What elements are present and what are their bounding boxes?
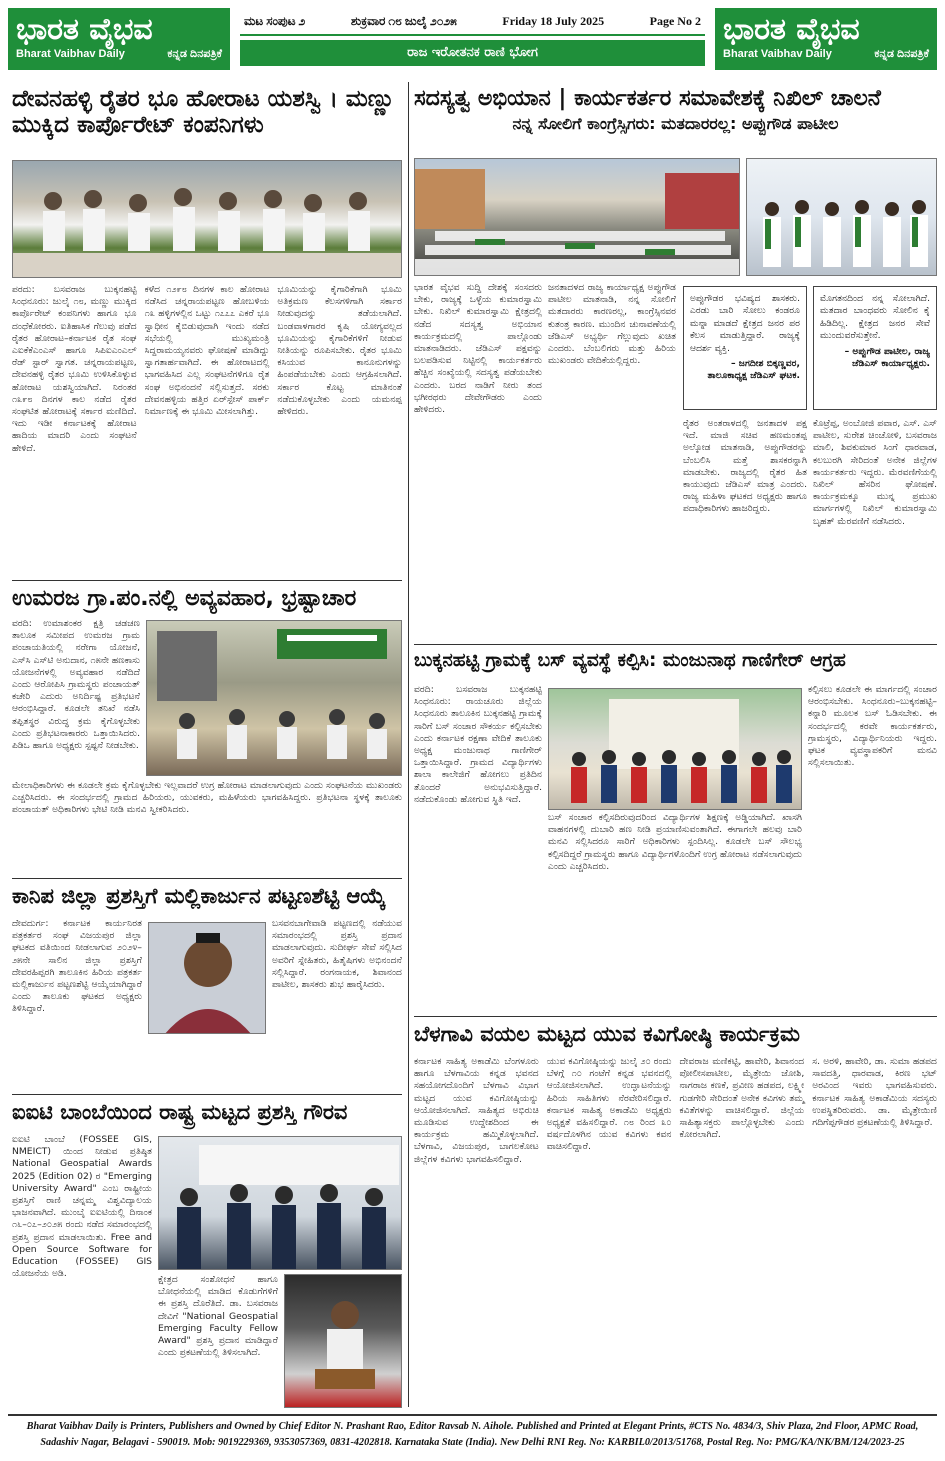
award-ceremony-image <box>159 1137 402 1270</box>
column-divider <box>408 82 409 1407</box>
quote-signature: – ಜಗದೀಶ ಬಿಕ್ಕಣ್ಣವರ, ತಾಲೂಕಾಧ್ಯಕ್ಷ ಜೆಡಿಎಸ್ ಘಟಕ. <box>707 358 800 382</box>
article-jds-membership <box>414 86 937 134</box>
article-umaraja-body-1 <box>12 618 140 773</box>
people-silhouettes-image <box>13 161 402 278</box>
footer-line-2: Sadashiv Nagar, Belagavi - 590019. Mob: 9019229369, 9353057369, 0831-4202818. Karnataka State (India). New Delhi RNI Reg. No: KARBIL0/2013/51768, Postal Reg. No: PMG/KA/NK/BM/124/2023-25 <box>40 1437 905 1448</box>
quote-signature: – ಅಪ್ಪುಗೌಡ ಪಾಟೀಲ, ರಾಜ್ಯ ಜೆಡಿಎಸ್ ಕಾರ್ಯಾಧ್ಯಕ್ಷರು. <box>844 345 930 370</box>
body-col: ಕಳೆದ ೧೨೯೮ ದಿನಗಳ ಕಾಲ ಹೋರಾಟ ನಡೆಸಿದ ಚನ್ನರಾಯಪಟ್ಟಣ ಹೋಬಳಿಯ ೧೩ ಹಳ್ಳಿಗಳಲ್ಲಿನ ಒಟ್ಟು ೧೭೭೭ ಎಕರೆ ಭೂ ಸ್ವಾಧೀನ ಕೈಬಿಡುವುದಾಗಿ ಇಂದು ನಡೆದ ಸಭೆಯಲ್ಲಿ ಮುಖ್ಯಮಂತ್ರಿ ಸಿದ್ದರಾಮಯ್ಯನವರು ಘೋಷಣೆ ಮಾಡಿದ್ದು ಸ್ವಾಗತಾರ್ಹವಾಗಿದೆ. ಈ ಹೋರಾಟದಲ್ಲಿ ಭಾಗವಹಿಸಿದ ಎಲ್ಲ ಸಂಘಟನೆಗಳಿಗೂ ರೈತ ಸಂಘ ಅಭಿನಂದನೆ ಸಲ್ಲಿಸುತ್ತದೆ. ಸರಕು ದೇವನಹಳ್ಳಿಯ ಹತ್ತಿರ ಏರ್‌ಸ್ಪೇಸ್ ಪಾರ್ಕ್ ನಿರ್ಮಾಣಕ್ಕೆ ಈ ಭೂಮಿ ಮೀಸಲಾಗಿತ್ತು. <box>144 284 270 418</box>
speaker-image <box>285 1275 402 1408</box>
article-poets-body <box>414 1056 937 1408</box>
photo-students <box>548 688 802 810</box>
date-en: Friday 18 July 2025 <box>502 13 605 28</box>
article-bus-service <box>414 650 937 671</box>
article-devanahalli-body <box>12 284 402 574</box>
body-col: ಸ. ಅರಳಿ, ಹಾವೇರಿ, ಡಾ. ಸುಮಾ ಹಡಪದ ಸಾವದತ್ತಿ, ಧಾರವಾಡ, ಕಿರಣ ಭಟ್ ಅರವಿಂದ ಇವರು ಭಾಗವಹಿಸುವರು. ಕರ್ನಾಟಕ ಸಾಹಿತ್ಯ ಅಕಾಡೆಮಿಯ ಸದಸ್ಯರು ಉಪಸ್ಥಿತರಿರುವರು. ಡಾ. ಮೈತ್ರೇಯಿಣಿ ಗದಿಗೆಪ್ಪಗೌಡರ ಪ್ರಕಟಣೆಯಲ್ಲಿ ತಿಳಿಸಿದ್ದಾರೆ. <box>812 1056 937 1129</box>
masthead-subtitle-en-right: Bharat Vaibhav Daily <box>723 48 832 60</box>
body-col: ವರದಿ: ಬಸವರಾಜ ಬುಕ್ಕನಹಟ್ಟಿ ಸಿಂಧನೂರು: ರಾಯಚೂರು ಜಿಲ್ಲೆಯ ಸಿಂಧನೂರು ತಾಲೂಕಿನ ಬುಕ್ಕನಹಟ್ಟಿ ಗ್ರಾಮಕ್ಕೆ ಸಾರಿಗೆ ಬಸ್ ಸಂಚಾರ ಸೌಕರ್ಯ ಕಲ್ಪಿಸಬೇಕು ಎಂದು ಕರ್ನಾಟಕ ರಕ್ಷಣಾ ವೇದಿಕೆ ತಾಲೂಕು ಅಧ್ಯಕ್ಷ ಮಂಜುನಾಥ ಗಾಣಿಗೇರ್ ಒತ್ತಾಯಿಸಿದ್ದಾರೆ. ಗ್ರಾಮದ ವಿದ್ಯಾರ್ಥಿಗಳು ಶಾಲಾ ಕಾಲೇಜಿಗೆ ಹೋಗಲು ಪ್ರತಿದಿನ ತೊಂದರೆ ಅನುಭವಿಸುತ್ತಿದ್ದಾರೆ. ನಡೆದುಕೊಂಡು ಹೋಗುವ ಸ್ಥಿತಿ ಇದೆ. <box>414 684 542 805</box>
headline: ದೇವನಹಳ್ಳಿ ರೈತರ ಭೂ ಹೋರಾಟ ಯಶಸ್ವಿ । ಮಣ್ಣು ಮುಕ್ಕಿದ ಕಾರ್ಪೊರೇಟ್ ಕಂಪನಿಗಳು <box>12 86 395 139</box>
headline: ಕಾನಿಪ ಜಿಲ್ಲಾ ಪ್ರಶಸ್ತಿಗೆ ಮಲ್ಲಿಕಾರ್ಜುನ ಪಟ್ಟಣಶೆಟ್ಟಿ ಆಯ್ಕೆ <box>12 884 386 908</box>
masthead-subtitle-kn-right: ಕನ್ನಡ ದಿನಪತ್ರಿಕೆ <box>874 48 929 60</box>
article-jds-body-1 <box>414 282 542 638</box>
photo-rally <box>414 158 740 276</box>
article-separator <box>414 1016 937 1017</box>
masthead-subtitle-en: Bharat Vaibhav Daily <box>16 48 125 60</box>
body-col: ರೈತರ ಅಂತರಾಳದಲ್ಲಿ ಜನತಾದಳ ಪಕ್ಷ ಇದೆ. ಮಾಜಿ ಸಚಿವ ಹಣಮಂತಪ್ಪ ಅಲ್ಕೋಡ ಮಾತನಾಡಿ, ಅಪ್ಪುಗೌಡರನ್ನು ಬೆಂಬಲಿಸಿ ಮತ್ತೆ ಶಾಸಕರನ್ನಾಗಿ ಮಾಡಬೇಕು. ರಾಜ್ಯದಲ್ಲಿ ರೈತರ ಹಿತ ಕಾಯುವುದು ಜೆಡಿಎಸ್ ಮಾತ್ರ ಎಂದರು. ರಾಜ್ಯ ಮಹಿಳಾ ಘಟಕದ ಅಧ್ಯಕ್ಷರು ಹಾಗೂ ಪದಾಧಿಕಾರಿಗಳು ಹಾಜರಿದ್ದರು. <box>683 418 807 515</box>
article-iit-award <box>12 1100 402 1124</box>
quote-text: ಮೊಗತನದಿಂದ ನನ್ನ ಸೋಲಾಗಿದೆ. ಮತದಾರ ಬಾಂಧವರು ಸೋಲಿನ ಕೈ ಹಿಡಿದಿಲ್ಲ. ಕ್ಷೇತ್ರದ ಜನರ ಸೇವೆ ಮುಂದುವರೆಸುತ್ತೇನೆ. <box>820 293 930 342</box>
body-col: ಭಾರತ ವೈಭವ ಸುದ್ದಿ ದೇಶಕ್ಕೆ ಸಂಸದರು ಬೇಕು, ರಾಜ್ಯಕ್ಕೆ ಒಳ್ಳೆಯ ಕುಮಾರಸ್ವಾಮಿ ಬೇಕು. ನಿಖಿಲ್ ಕುಮಾರಸ್ವಾಮಿ ಕ್ಷೇತ್ರದಲ್ಲಿ ನಡೆದ ಸದಸ್ಯತ್ವ ಅಭಿಯಾನ ಕಾರ್ಯಕ್ರಮದಲ್ಲಿ ಪಾಲ್ಗೊಂಡು ಮಾತನಾಡಿದರು. ಜೆಡಿಎಸ್ ಪಕ್ಷವನ್ನು ಬಲಪಡಿಸುವ ನಿಟ್ಟಿನಲ್ಲಿ ಕಾರ್ಯಕರ್ತರು ಹೆಚ್ಚಿನ ಸಂಖ್ಯೆಯಲ್ಲಿ ಸದಸ್ಯತ್ವ ಪಡೆಯಬೇಕು ಎಂದರು. ಬರದ ನಾಡಿಗೆ ನೀರು ತಂದ ಭಗೀರಥರು ದೇವೇಗೌಡರು ಎಂದು ಹೇಳಿದರು. <box>414 282 542 416</box>
article-umaraja <box>12 586 402 611</box>
portrait-image <box>149 923 266 1034</box>
article-separator <box>12 580 402 581</box>
footer-line-1: Bharat Vaibhav Daily is Printers, Publishers and Owned by Chief Editor N. Prashant Rao, Editor Ravsab N. Aihole. Published and Printed at Elegant Prints, #CTS No. 4834/3, Shiv Plaza, 2nd Floor, APMC Road, <box>26 1421 919 1432</box>
footer-imprint <box>8 1414 937 1454</box>
page-number: Page No 2 <box>649 13 701 28</box>
article-separator <box>12 1094 402 1095</box>
article-iit-body-1 <box>12 1134 152 1408</box>
article-jds-body-3 <box>683 418 807 638</box>
body-col: ಮೇಲಾಧಿಕಾರಿಗಳು ಈ ಕೂಡಲೇ ಕ್ರಮ ಕೈಗೊಳ್ಳಬೇಕು ಇಲ್ಲವಾದರೆ ಉಗ್ರ ಹೋರಾಟ ಮಾಡಲಾಗುವುದು ಎಂದು ಸಂಘಟನೆಯ ಮುಖಂಡರು ಎಚ್ಚರಿಸಿದರು. ಈ ಸಂದರ್ಭದಲ್ಲಿ ಗ್ರಾಮದ ಹಿರಿಯರು, ಯುವಕರು, ಮಹಿಳೆಯರು ಭಾಗವಹಿಸಿದ್ದರು. ಪ್ರತಿಭಟನಾ ಸ್ಥಳಕ್ಕೆ ತಾಲೂಕು ಪಂಚಾಯತ್ ಅಧಿಕಾರಿಗಳು ಭೇಟಿ ನೀಡಿ ಮನವಿ ಸ್ವೀಕರಿಸಿದರು. <box>12 780 402 816</box>
photo-stage <box>746 158 937 276</box>
photo-award-ceremony <box>158 1136 402 1270</box>
masthead-center <box>240 8 705 70</box>
logo-right <box>715 8 937 70</box>
body-col: ಭೂಮಿಯನ್ನು ಕೈಗಾರಿಕೆಗಾಗಿ ಭೂಮಿ ಅತಿಕ್ರಮಣ ಕೆಲಸಗಳಿಗಾಗಿ ಸರ್ಕಾರ ನೀಡುವುದನ್ನು ತಡೆಯಲಾಗಿದೆ. ಬಂಡವಾಳಗಾರರ ಕೃಷಿ ಯೋಗ್ಯವಲ್ಲದ ಭೂಮಿಯನ್ನು ಕೈಗಾರಿಕೆಗಳಿಗೆ ನೀಡುವ ನೀತಿಯನ್ನು ರೂಪಿಸಬೇಕು. ರೈತರ ಭೂಮಿ ಕಸಿಯುವ ಕಾನೂನುಗಳನ್ನು ಹಿಂಪಡೆಯಬೇಕು ಎಂದು ಆಗ್ರಹಿಸಲಾಗಿದೆ. ಸರ್ಕಾರ ಕೊಟ್ಟ ಮಾತಿನಂತೆ ನಡೆದುಕೊಳ್ಳಬೇಕು ಎಂದು ಯಮನಪ್ಪ ಹೇಳಿದರು. <box>277 284 402 418</box>
article-kanipa-award <box>12 884 402 908</box>
students-image <box>549 689 802 810</box>
quote-box-1 <box>683 286 807 410</box>
body-col: ಜನತಾದಳದ ರಾಜ್ಯ ಕಾರ್ಯಾಧ್ಯಕ್ಷ ಅಪ್ಪುಗೌಡ ಪಾಟೀಲ ಮಾತನಾಡಿ, ನನ್ನ ಸೋಲಿಗೆ ಮತದಾರರು ಕಾರಣರಲ್ಲ, ಕಾಂಗ್ರೆಸ್ಸಿನವರ ಕುತಂತ್ರ ಕಾರಣ. ಮುಂದಿನ ಚುನಾವಣೆಯಲ್ಲಿ ಜೆಡಿಎಸ್ ಅಭ್ಯರ್ಥಿ ಗೆಲ್ಲುವುದು ಖಚಿತ ಎಂದರು. ಬೆಂಬಲಿಗರು ಮತ್ತು ಹಿರಿಯ ಮುಖಂಡರು ವೇದಿಕೆಯಲ್ಲಿದ್ದರು. <box>548 282 676 367</box>
body-col: ಐಐಟಿ ಬಾಂಬೆ (FOSSEE GIS, NMEICT) ಯಿಂದ ನೀಡುವ ಪ್ರತಿಷ್ಠಿತ National Geospatial Awards 2025 (Edition 02) ರ "Emerging University Award" ಎಂಬ ರಾಷ್ಟ್ರೀಯ ಪ್ರಶಸ್ತಿಗೆ ರಾಣಿ ಚನ್ನಮ್ಮ ವಿಶ್ವವಿದ್ಯಾಲಯ ಭಾಜನವಾಗಿದೆ. ಮುಂಬೈ ಐಐಟಿಯಲ್ಲಿ ದಿನಾಂಕ ೧೬–೦೭–೨೦೨೫ ರಂದು ನಡೆದ ಸಮಾರಂಭದಲ್ಲಿ ಪ್ರಶಸ್ತಿ ಪ್ರದಾನ ಮಾಡಲಾಯಿತು. Free and Open Source Software for Education (FOSSEE) GIS ಯೋಜನೆಯ ಅಡಿ. <box>12 1134 152 1280</box>
article-umaraja-body-2 <box>12 780 402 872</box>
headline: ಐಐಟಿ ಬಾಂಬೆಯಿಂದ ರಾಷ್ಟ್ರ ಮಟ್ಟದ ಪ್ರಶಸ್ತಿ ಗೌರವ <box>12 1100 348 1124</box>
masthead-subtitle-kn: ಕನ್ನಡ ದಿನಪತ್ರಿಕೆ <box>167 48 222 60</box>
masthead <box>8 8 937 70</box>
article-iit-body-2 <box>158 1274 278 1408</box>
masthead-title: ಭಾರತ ವೈಭವ <box>16 12 153 47</box>
body-col: ಯುವ ಕವಿಗೋಷ್ಠಿಯನ್ನು ಜುಲೈ ೨೦ ರಂದು ಬೆಳಗ್ಗೆ ೧೦ ಗಂಟೆಗೆ ಕನ್ನಡ ಭವನದಲ್ಲಿ ಆಯೋಜಿಸಲಾಗಿದೆ. ಉದ್ಘಾಟನೆಯನ್ನು ಹಿರಿಯ ಸಾಹಿತಿಗಳು ನೆರವೇರಿಸಲಿದ್ದಾರೆ. ಕರ್ನಾಟಕ ಸಾಹಿತ್ಯ ಅಕಾಡೆಮಿ ಅಧ್ಯಕ್ಷರು ಅಧ್ಯಕ್ಷತೆ ವಹಿಸಲಿದ್ದಾರೆ. ೧೮ ರಿಂದ ೩೦ ವರ್ಷದೊಳಗಿನ ಯುವ ಕವಿಗಳು ಕವನ ವಾಚಿಸಲಿದ್ದಾರೆ. <box>546 1056 672 1153</box>
body-col: ಕರ್ನಾಟಕ ಸಾಹಿತ್ಯ ಅಕಾಡೆಮಿ ಬೆಂಗಳೂರು ಹಾಗೂ ಬೆಳಗಾವಿಯ ಕನ್ನಡ ಭವನದ ಸಹಯೋಗದೊಂದಿಗೆ ಬೆಳಗಾವಿ ವಿಭಾಗ ಮಟ್ಟದ ಯುವ ಕವಿಗೋಷ್ಠಿಯನ್ನು ಆಯೋಜಿಸಲಾಗಿದೆ. ಸಾಹಿತ್ಯದ ಅಭಿರುಚಿ ಮೂಡಿಸುವ ಉದ್ದೇಶದಿಂದ ಈ ಕಾರ್ಯಕ್ರಮ ಹಮ್ಮಿಕೊಳ್ಳಲಾಗಿದೆ. ಬೆಳಗಾವಿ, ವಿಜಯಪುರ, ಬಾಗಲಕೋಟ ಜಿಲ್ಲೆಗಳ ಕವಿಗಳು ಭಾಗವಹಿಸಲಿದ್ದಾರೆ. <box>414 1056 539 1165</box>
tagline: ರಾಜ ಇರೋತನಕ ರಾಣಿ ಭೋಗ <box>240 40 705 66</box>
photo-portrait <box>148 922 266 1034</box>
protest-image <box>147 621 402 776</box>
quote-box-2 <box>813 286 937 410</box>
article-kanipa-body-2 <box>272 918 402 1086</box>
body-col: ದೇವದುರ್ಗ: ಕರ್ನಾಟಕ ಕಾರ್ಯನಿರತ ಪತ್ರಕರ್ತರ ಸಂಘ ವಿಜಯಪುರ ಜಿಲ್ಲಾ ಘಟಕದ ವತಿಯಿಂದ ನೀಡಲಾಗುವ ೨೦೨೪–೨೫ನೇ ಸಾಲಿನ ಜಿಲ್ಲಾ ಪ್ರಶಸ್ತಿಗೆ ದೇವರಹಿಪ್ಪರಗಿ ತಾಲೂಕಿನ ಹಿರಿಯ ಪತ್ರಕರ್ತ ಮಲ್ಲಿಕಾರ್ಜುನ ಪಟ್ಟಣಶೆಟ್ಟಿ ಆಯ್ಕೆಯಾಗಿದ್ದಾರೆ ಎಂದು ತಾಲೂಕು ಘಟಕದ ಅಧ್ಯಕ್ಷರು ತಿಳಿಸಿದ್ದಾರೆ. <box>12 918 142 1015</box>
stage-image <box>747 159 937 276</box>
article-bus-body-3 <box>808 684 937 1012</box>
body-col: ಬಸವನಬಾಗೇವಾಡಿ ಪಟ್ಟಣದಲ್ಲಿ ನಡೆಯುವ ಸಮಾರಂಭದಲ್ಲಿ ಪ್ರಶಸ್ತಿ ಪ್ರದಾನ ಮಾಡಲಾಗುವುದು. ಸುದೀರ್ಘ ಸೇವೆ ಸಲ್ಲಿಸಿದ ಅವರಿಗೆ ಸ್ನೇಹಿತರು, ಹಿತೈಷಿಗಳು ಅಭಿನಂದನೆ ಸಲ್ಲಿಸಿದ್ದಾರೆ. ರಂಗನಾಯಕ, ಶಿವಾನಂದ ಪಾಟೀಲ, ಶಾಸಕರು ಶುಭ ಹಾರೈಸಿದರು. <box>272 918 402 991</box>
article-devanahalli <box>12 86 402 139</box>
logo-left <box>8 8 230 70</box>
article-separator <box>12 878 402 879</box>
article-separator <box>414 644 937 645</box>
photo-farmers-meeting <box>12 160 402 278</box>
headline: ಸದಸ್ಯತ್ವ ಅಭಿಯಾನ | ಕಾರ್ಯಕರ್ತರ ಸಮಾವೇಶಕ್ಕೆ ನಿಖಿಲ್ ಚಾಲನೆ <box>414 86 881 111</box>
article-bus-body-2 <box>548 812 802 1012</box>
body-col: ಕಲ್ಪಿಸಲು ಕೂಡಲೇ ಈ ಮಾರ್ಗದಲ್ಲಿ ಸಂಚಾರ ಆರಂಭಿಸಬೇಕು. ಸಿಂಧನೂರು–ಬುಕ್ಕನಹಟ್ಟಿ–ಕನ್ನಾರಿ ಮೂಲಕ ಬಸ್ ಓಡಿಸಬೇಕು. ಈ ಸಂದರ್ಭದಲ್ಲಿ ಕರವೇ ಕಾರ್ಯಕರ್ತರು, ಗ್ರಾಮಸ್ಥರು, ವಿದ್ಯಾರ್ಥಿನಿಯರು ಇದ್ದರು. ಘಟಕ ವ್ಯವಸ್ಥಾಪಕರಿಗೆ ಮನವಿ ಸಲ್ಲಿಸಲಾಯಿತು. <box>808 684 937 769</box>
rally-image <box>415 159 740 276</box>
body-col: ವರದಿ: ಉಮಾಶಂಕರ ಕ್ಷತ್ರಿ ಚಡಚಣ ತಾಲೂಕ ಸಮೀಪದ ಉಮರಜ ಗ್ರಾಮ ಪಂಚಾಯತಿಯಲ್ಲಿ ನರೇಗಾ ಯೋಜನೆ, ಎಸ್‌ಸಿ ಎಸ್‌ಟಿ ಅನುದಾನ, ೧೫ನೇ ಹಣಕಾಸು ಯೋಜನೆಗಳಲ್ಲಿ ಅವ್ಯವಹಾರ ನಡೆದಿದೆ ಎಂದು ಆರೋಪಿಸಿ ಗ್ರಾಮಸ್ಥರು ಪಂಚಾಯತ್ ಕಚೇರಿ ಎದುರು ಅನಿರ್ದಿಷ್ಟ ಪ್ರತಿಭಟನೆ ಆರಂಭಿಸಿದ್ದಾರೆ. ಕೂಡಲೇ ತನಿಖೆ ನಡೆಸಿ ತಪ್ಪಿತಸ್ಥರ ವಿರುದ್ಧ ಕ್ರಮ ಕೈಗೊಳ್ಳಬೇಕು ಎಂದು ಪ್ರತಿಭಟನಾಕಾರರು ಒತ್ತಾಯಿಸಿದರು. ಪಿಡಿಒ ಹಾಗೂ ಅಧ್ಯಕ್ಷರು ಸ್ಪಷ್ಟನೆ ನೀಡಬೇಕು. <box>12 618 140 752</box>
masthead-title-right: ಭಾರತ ವೈಭವ <box>723 12 860 47</box>
body-col: ಬಸ್ ಸಂಚಾರ ಕಲ್ಪಿಸದಿರುವುದರಿಂದ ವಿದ್ಯಾರ್ಥಿಗಳ ಶಿಕ್ಷಣಕ್ಕೆ ಅಡ್ಡಿಯಾಗಿದೆ. ಖಾಸಗಿ ವಾಹನಗಳಲ್ಲಿ ದುಬಾರಿ ಹಣ ನೀಡಿ ಪ್ರಯಾಣಿಸುವಂತಾಗಿದೆ. ಈಗಾಗಲೇ ಹಲವು ಬಾರಿ ಮನವಿ ಸಲ್ಲಿಸಿದರೂ ಸಾರಿಗೆ ಅಧಿಕಾರಿಗಳು ಸ್ಪಂದಿಸಿಲ್ಲ. ಕೂಡಲೇ ಬಸ್ ಸೌಲಭ್ಯ ಕಲ್ಪಿಸದಿದ್ದರೆ ಗ್ರಾಮಸ್ಥರು ಹಾಗೂ ವಿದ್ಯಾರ್ಥಿಗಳೊಂದಿಗೆ ಉಗ್ರ ಹೋರಾಟ ನಡೆಸಲಾಗುವುದು ಎಂದು ಎಚ್ಚರಿಸಿದರು. <box>548 812 802 872</box>
headline: ಬುಕ್ಕನಹಟ್ಟಿ ಗ್ರಾಮಕ್ಕೆ ಬಸ್ ವ್ಯವಸ್ಥೆ ಕಲ್ಪಿಸಿ: ಮಂಜುನಾಥ ಗಾಣಿಗೇರ್ ಆಗ್ರಹ <box>414 650 846 671</box>
subheadline: ನನ್ನ ಸೋಲಿಗೆ ಕಾಂಗ್ರೆಸ್ಸಿಗರು: ಮತದಾರರಲ್ಲ: ಅಪ್ಪುಗೌಡ ಪಾಟೀಲ <box>512 114 839 134</box>
article-poets-meet <box>414 1022 937 1046</box>
issue-label: ಮಟ ಸಂಪುಟ ೨ <box>244 13 306 28</box>
body-col: ದೇವರಾಜ ಮಣಿಕಟ್ಟಿ, ಹಾವೇರಿ, ಶಿವಾನಂದ ಪೋಲೀಸಪಾಟೀಲ, ಮೈತ್ರೇಯಿ ಜೋಶಿ, ನಾಗರಾಜ ಕಣಕೆ, ಪ್ರವೀಣ ಹಡಪದ, ಲಕ್ಷ್ಮೀ ಗುಡಗೇರಿ ಸೇರಿದಂತೆ ಅನೇಕ ಕವಿಗಳು ತಮ್ಮ ಕವಿತೆಗಳನ್ನು ವಾಚಿಸಲಿದ್ದಾರೆ. ಜಿಲ್ಲೆಯ ಸಾಹಿತ್ಯಾಸಕ್ತರು ಪಾಲ್ಗೊಳ್ಳಬೇಕು ಎಂದು ಕೋರಲಾಗಿದೆ. <box>679 1056 805 1141</box>
article-bus-body-1 <box>414 684 542 906</box>
article-jds-body-4 <box>813 418 937 638</box>
article-kanipa-body-1 <box>12 918 142 1086</box>
headline: ಉಮರಜ ಗ್ರಾ.ಪಂ.ನಲ್ಲಿ ಅವ್ಯವಹಾರ, ಭ್ರಷ್ಟಾಚಾರ <box>12 586 357 611</box>
article-jds-body-2 <box>548 282 676 638</box>
date-kn: ಶುಕ್ರವಾರ ೧೮ ಜುಲೈ ೨೦೨೫ <box>350 13 457 28</box>
body-col: ಪರದು: ಬಸವರಾಜ ಬುಕ್ಕನಹಟ್ಟಿ ಸಿಂಧನೂರು: ಜುಲೈ ೧೮, ಮಣ್ಣು ಮುಕ್ಕಿದ ಕಾರ್ಪೊರೇಟ್ ಕಂಪನಿಗಳು ಹಾಗೂ ಭೂ ದಂಧೆಕೋರರು. ಐತಿಹಾಸಿಕ ಗೆಲುವು ಪಡೆದ ರೈತರ ಹೋರಾಟ–ಕರ್ನಾಟಕ ರೈತ ಸಂಘ ಎಐಕೆಕೆಎಂಎಸ್ ಹಾಗೂ ಸಿಪಿಐಎಂಎಲ್ ರೆಡ್ ಸ್ಟಾರ್ ಸ್ವಾಗತ. ಚನ್ನರಾಯಪಟ್ಟಣ, ದೇವನಹಳ್ಳಿ ರೈತರ ಭೂಮಿ ಉಳಿಸಿಕೊಳ್ಳುವ ಹೋರಾಟ ಯಶಸ್ವಿಯಾಗಿದೆ. ನಿರಂತರ ೧೩೯೮ ದಿನಗಳ ಕಾಲ ನಡೆದ ರೈತರ ಸಂಘಟಿತ ಹೋರಾಟಕ್ಕೆ ಸರ್ಕಾರ ಮಣಿದಿದೆ. ಇದು ಇಡೀ ಕರ್ನಾಟಕಕ್ಕೆ ಹೋರಾಟ ಹಾದಿಯ ಮಾದರಿ ಎಂದು ಸಂಘಟನೆ ಹೇಳಿದೆ. <box>12 284 137 454</box>
quote-text: ಅಪ್ಪುಗೌಡರ ಭವಿಷ್ಯದ ಶಾಸಕರು. ಎರಡು ಬಾರಿ ಸೋಲು ಕಂಡರೂ ಮನ್ನಾ ಮಾಡದೆ ಕ್ಷೇತ್ರದ ಜನರ ಪರ ಕೆಲಸ ಮಾಡುತ್ತಿದ್ದಾರೆ. ರಾಜ್ಯಕ್ಕೆ ಆದರ್ಶ ವ್ಯಕ್ತಿ. <box>690 293 800 354</box>
body-col: ಕ್ಷೇತ್ರದ ಸಂಶೋಧನೆ ಹಾಗೂ ಬೋಧನೆಯಲ್ಲಿ ಮಾಡಿದ ಕೊಡುಗೆಗಳಿಗೆ ಈ ಪ್ರಶಸ್ತಿ ದೊರೆತಿದೆ. ಡಾ. ಬಸವರಾಜ ದೇವಿಗೆ "National Geospatial Emerging Faculty Fellow Award" ಪ್ರಶಸ್ತಿ ಪ್ರದಾನ ಮಾಡಿದ್ದಾರೆ ಎಂದು ಪ್ರಕಟಣೆಯಲ್ಲಿ ತಿಳಿಸಲಾಗಿದೆ. <box>158 1274 278 1359</box>
photo-protest <box>146 620 402 776</box>
photo-speaker <box>284 1274 402 1408</box>
body-col: ಕೊಟ್ರೆಪ್ಪ, ಅಂಬೋಜಿ ಪವಾರ, ಎಸ್. ಎಸ್ ಪಾಟೀಲ, ಸುರೇಶ ಚಿಂಚೋಳಿ, ಬಸವರಾಜ ಮಾಲಿ, ಶಿವಕುಮಾರ ಸಿಂಗೆ ಧಾರವಾಡ, ಕಲಬುರಗಿ ಸೇರಿದಂತೆ ಅನೇಕ ಜಿಲ್ಲೆಗಳ ಕಾರ್ಯಕರ್ತರು ಇದ್ದರು. ಮೆರವಣಿಗೆಯಲ್ಲಿ ನಿಖಿಲ್ ಹೆಸರಿನ ಘೋಷಣೆ. ಕಾರ್ಯಕ್ರಮಕ್ಕೂ ಮುನ್ನ ಪ್ರಮುಖ ಮಾರ್ಗಗಳಲ್ಲಿ ನಿಖಿಲ್ ಕುಮಾರಸ್ವಾಮಿ ಬೃಹತ್ ಮೆರವಣಿಗೆ ನಡೆಸಿದರು. <box>813 418 937 527</box>
headline: ಬೆಳಗಾವಿ ವಯಲ ಮಟ್ಟದ ಯುವ ಕವಿಗೋಷ್ಠಿ ಕಾರ್ಯಕ್ರಮ <box>414 1022 800 1046</box>
